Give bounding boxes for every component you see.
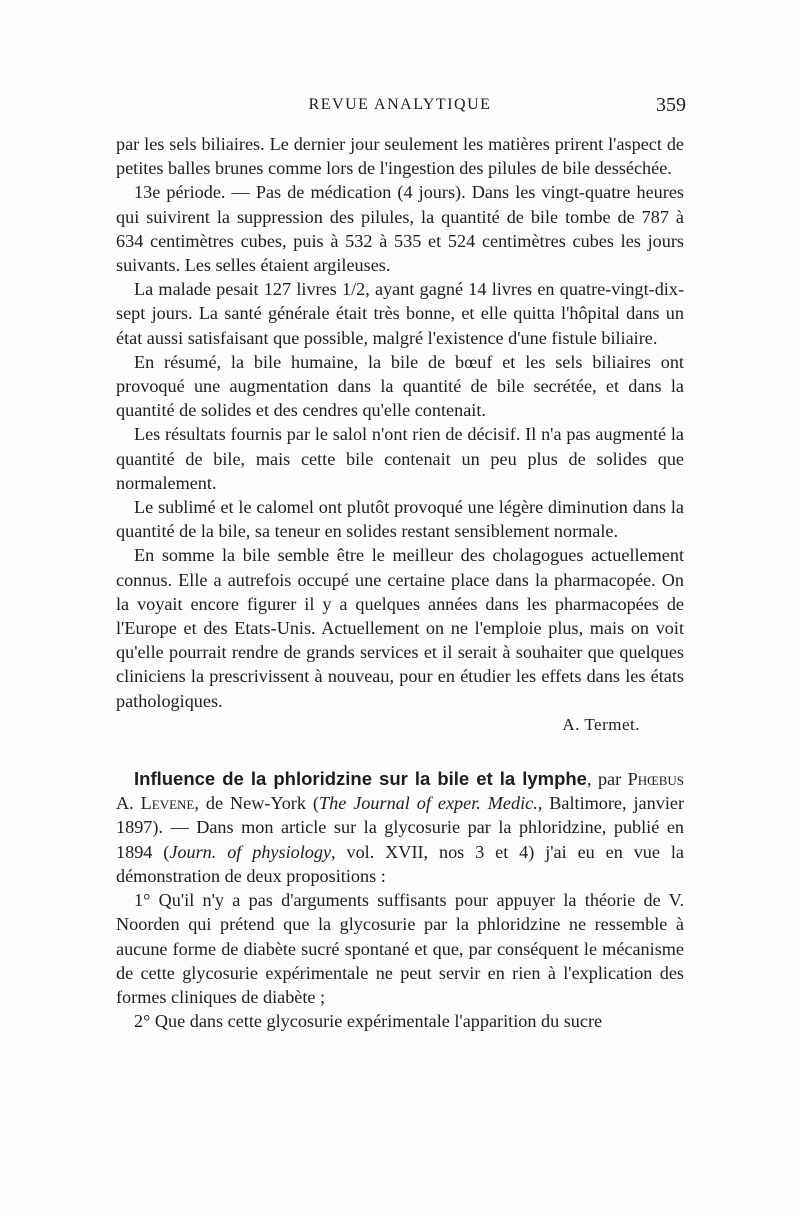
body-text <box>116 132 684 1033</box>
paragraph-3: La malade pesait 127 livres 1/2, ayant gagné 14 livres en quatre-vingt-dix-sept jours. La santé générale était très bonne, et elle quitta l'hôpital dans un état aussi satisfaisant que possible, malgré l'existence d'une fistule biliaire. <box>116 279 684 348</box>
paragraph-5: Les résultats fournis par le salol n'ont rien de décisif. Il n'a pas augmenté la quantité de bile, mais cette bile contenait un peu plus de solides que normalement. <box>116 424 684 493</box>
paragraph-2: 13e période. — Pas de médication (4 jours). Dans les vingt-quatre heures qui suivirent la suppression des pilules, la quantité de bile tombe de 787 à 634 centimètres cubes, puis à 532 à 535 et 524 centimètres cubes les jours suivants. Les selles étaient argileuses. <box>116 182 684 276</box>
article-intro <box>116 767 684 888</box>
paragraph-4: En résumé, la bile humaine, la bile de bœuf et les sels biliaires ont provoqué une augmentation dans la quantité de bile secrétée, et dans la quantité de solides et des cendres qu'elle contenait. <box>116 351 684 421</box>
article-title: Influence de la phloridzine sur la bile et la lymphe <box>134 768 587 790</box>
running-title: REVUE ANALYTIQUE <box>308 96 492 113</box>
signature: A. Termet. <box>562 714 640 734</box>
paragraph-6: Le sublimé et le calomel ont plutôt provoqué une légère diminution dans la quantité de la bile, sa teneur en solides restant sensiblement normale. <box>116 497 684 542</box>
page-number: 359 <box>656 94 686 116</box>
after-journal2: , vol. XVII, nos 3 et 4) j'ai eu en vue la démonstration de deux propositions : <box>116 841 684 886</box>
point-2: 2° Que dans cette glycosurie expérimentale l'apparition du sucre <box>134 1011 603 1032</box>
point-1: 1° Qu'il n'y a pas d'arguments suffisants pour appuyer la théorie de V. Noorden qui prétend que la glycosurie par la phloridzine ne ressemble à aucune forme de diabète sucré spontané et que, par conséquent le mécanisme de cette glycosurie expérimentale ne peut servir en rien à l'explication des formes cliniques de diabète ; <box>116 890 684 1007</box>
author-name: Phœbus A. Levene <box>116 769 684 814</box>
page-header <box>116 96 684 122</box>
after-author: , de New-York ( <box>194 793 319 814</box>
section-gap <box>116 737 684 767</box>
journal-name: The Journal of exper. Medic. <box>318 793 538 814</box>
journal2-name: Journ. of physiology <box>169 841 332 862</box>
after-journal: , Baltimore, janvier 1897). — Dans mon article sur la glycosurie par la phloridzine, publié en 1894 ( <box>116 793 684 862</box>
paragraph-1: par les sels biliaires. Le dernier jour seulement les matières prirent l'aspect de petites balles brunes comme lors de l'ingestion des pilules de bile desséchée. <box>116 134 684 179</box>
paragraph-7: En somme la bile semble être le meilleur des cholagogues actuellement connus. Elle a autrefois occupé une certaine place dans la pharmacopée. On la voyait encore figurer il y a quelques années dans les pharmacopées de l'Europe et des Etats-Unis. Actuellement on ne l'emploie plus, mais on voit qu'elle pourrait rendre de grands services et il serait à souhaiter que quelques cliniciens la prescrivissent à nouveau, pour en étudier les effets dans les états pathologiques. <box>116 545 684 711</box>
author-prefix: , par <box>586 769 628 790</box>
